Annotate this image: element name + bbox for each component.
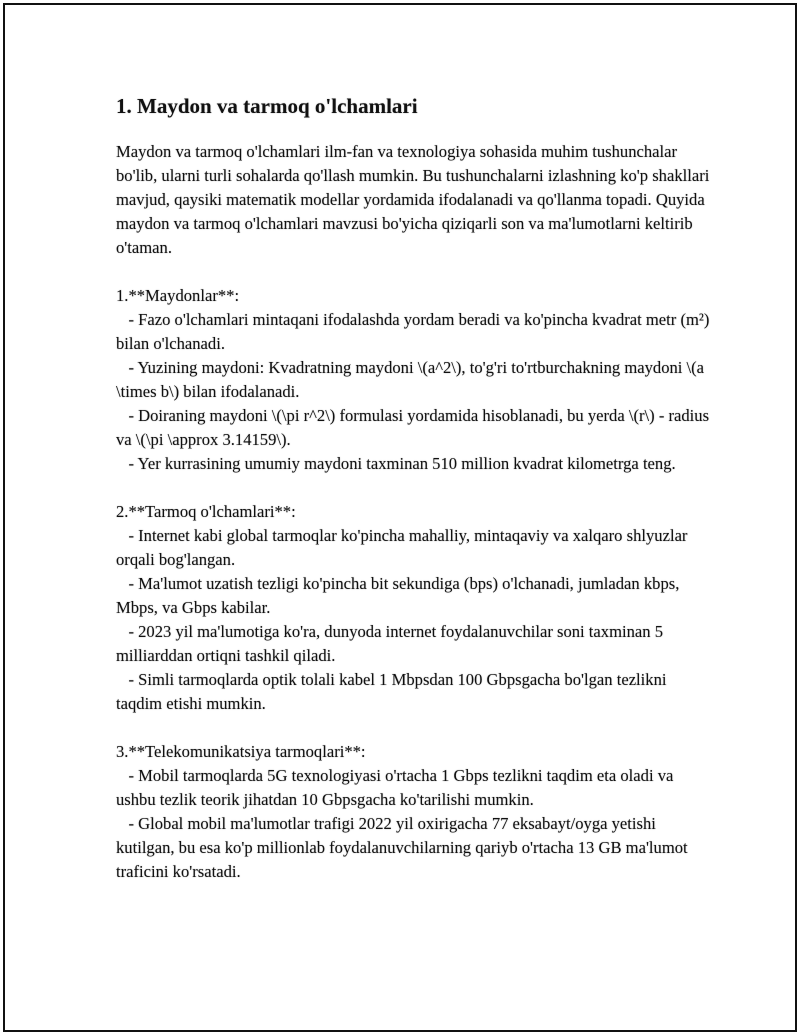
list-item: - Global mobil ma'lumotlar trafigi 2022 yil oxirigacha 77 eksabayt/oyga yetishi kutilgan, bu esa ko'p millionlab foydalanuvchilarning qariyb o'rtacha 13 GB ma'lumot traficini ko'rsatadi. — [116, 814, 688, 881]
list-item: - Fazo o'lchamlari mintaqani ifodalashda yordam beradi va ko'pincha kvadrat metr (m²) bilan o'lchanadi. — [116, 310, 710, 353]
list-item: - 2023 yil ma'lumotiga ko'ra, dunyoda internet foydalanuvchilar soni taxminan 5 milliarddan ortiqni tashkil qiladi. — [116, 622, 664, 665]
list-item: - Ma'lumot uzatish tezligi ko'pincha bit sekundiga (bps) o'lchanadi, jumladan kbps, Mbps, va Gbps kabilar. — [116, 574, 680, 617]
intro-paragraph: Maydon va tarmoq o'lchamlari ilm-fan va texnologiya sohasida muhim tushunchalar bo'lib, ularni turli sohalarda qo'llash mumkin. Bu tushunchalarni izlashning ko'p shakllari mavjud, qaysiki matematik modellar yordamida ifodalanadi va qo'llanma topadi. Quyida maydon va tarmoq o'lchamlari mavzusi bo'yicha qiziqarli son va ma'lumotlarni keltirib o'taman. — [116, 142, 710, 257]
list-item: - Doiraning maydoni \(\pi r^2\) formulasi yordamida hisoblanadi, bu yerda \(r\) - radius va \(\pi \approx 3.14159\). — [116, 406, 710, 449]
section-title: 1.**Maydonlar**: — [116, 286, 240, 305]
page-title: 1. Maydon va tarmoq o'lchamlari — [116, 94, 418, 118]
section-title: 2.**Tarmoq o'lchamlari**: — [116, 502, 296, 521]
document-body — [116, 92, 716, 908]
list-item: - Simli tarmoqlarda optik tolali kabel 1 Mbpsdan 100 Gbpsgacha bo'lgan tezlikni taqdim etishi mumkin. — [116, 670, 667, 713]
section-telekom — [116, 740, 716, 884]
section-title: 3.**Telekomunikatsiya tarmoqlari**: — [116, 742, 366, 761]
list-item: - Mobil tarmoqlarda 5G texnologiyasi o'rtacha 1 Gbps tezlikni taqdim eta oladi va ushbu tezlik teorik jihatdan 10 Gbpsgacha ko'tarilishi mumkin. — [116, 766, 674, 809]
section-tarmoq — [116, 500, 716, 716]
list-item: - Yuzining maydoni: Kvadratning maydoni \(a^2\), to'g'ri to'rtburchakning maydoni \(a \times b\) bilan ifodalanadi. — [116, 358, 705, 401]
list-item: - Yer kurrasining umumiy maydoni taxminan 510 million kvadrat kilometrga teng. — [128, 454, 676, 473]
section-maydonlar — [116, 284, 716, 476]
list-item: - Internet kabi global tarmoqlar ko'pincha mahalliy, mintaqaviy va xalqaro shlyuzlar orqali bog'langan. — [116, 526, 688, 569]
